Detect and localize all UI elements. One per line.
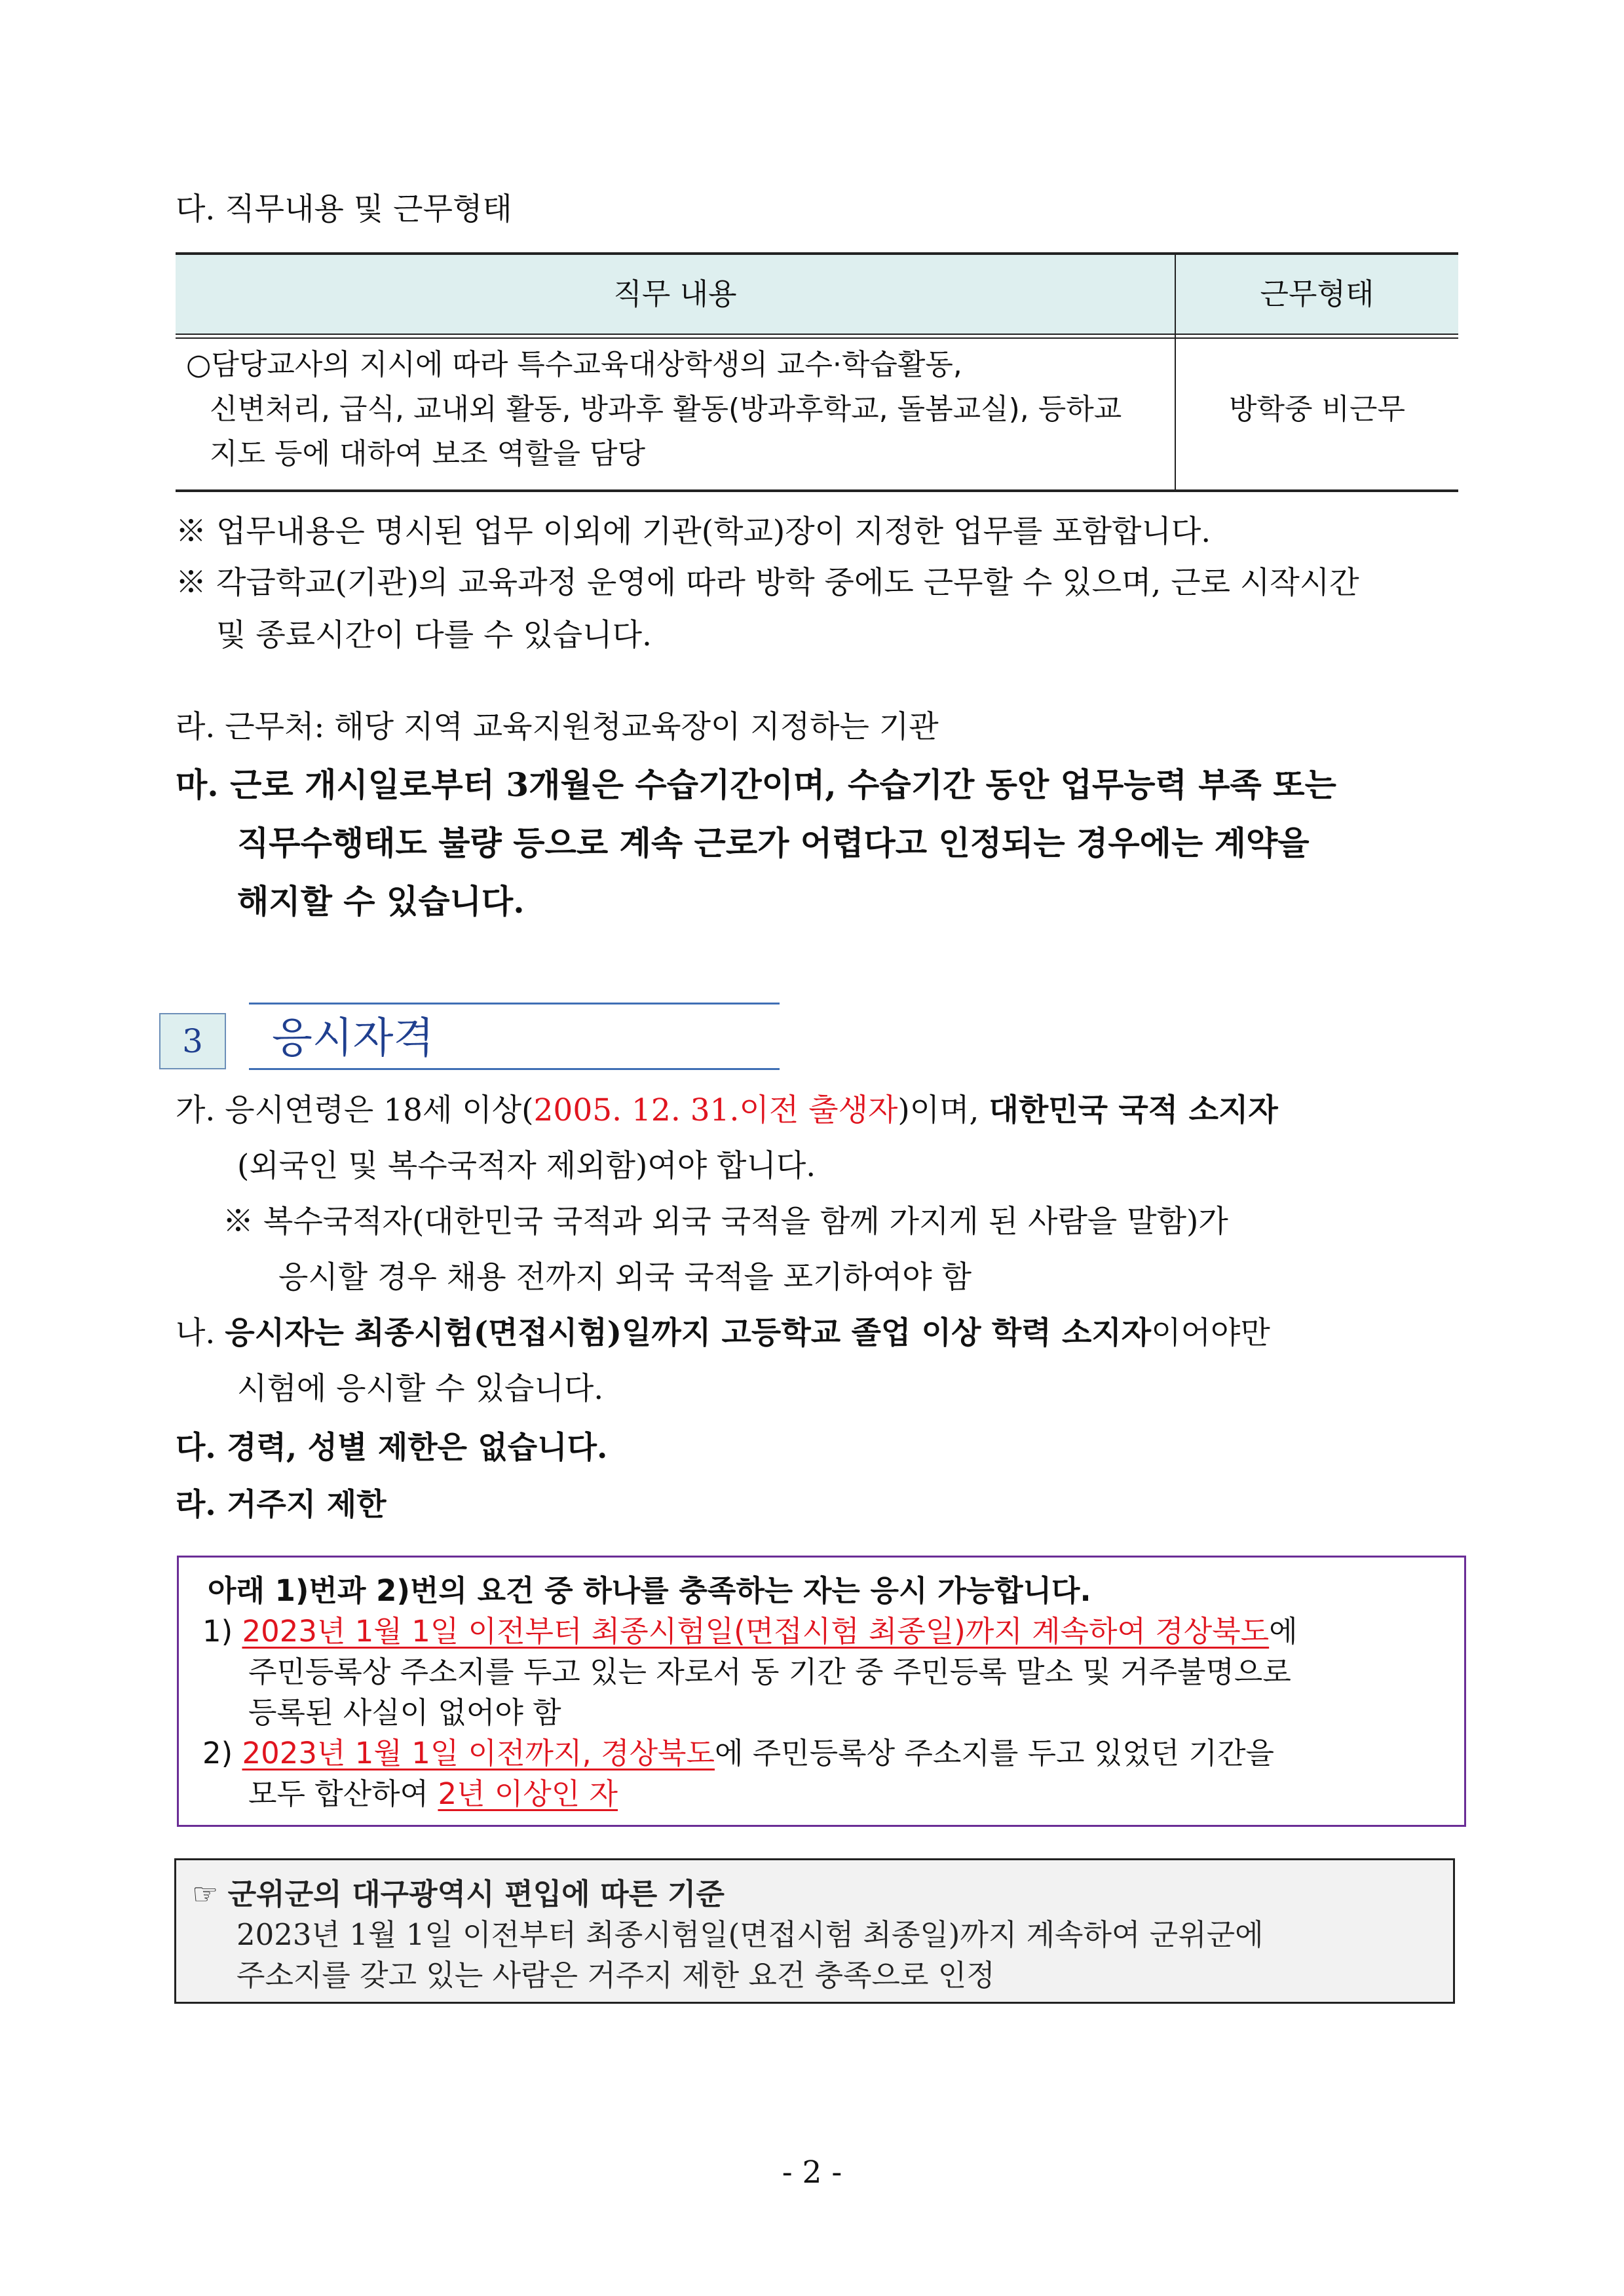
residency-requirements-box (177, 1556, 1466, 1827)
req-1-line-3: 등록된 사실이 없어야 함 (248, 1695, 561, 1730)
note-2-continuation: 및 종료시간이 다를 수 있습니다. (216, 617, 652, 653)
duty-line-3: 지도 등에 대하여 보조 역할을 담당 (210, 437, 645, 470)
duty-line-1: ○담당교사의 지시에 따라 특수교육대상학생의 교수·학습활동, (186, 348, 962, 381)
item-a-line-1 (176, 1091, 1278, 1130)
section-header-top-rule (249, 1003, 780, 1004)
req-1-line-1 (202, 1611, 1298, 1652)
education-requirement: 응시자는 최종시험(면접시험)일까지 고등학교 졸업 이상 학력 소지자 (225, 1315, 1152, 1351)
section-e-line-3: 해지할 수 있습니다. (237, 882, 525, 921)
item-b-line-2: 시험에 응시할 수 있습니다. (237, 1371, 604, 1407)
residency-intro: 아래 1)번과 2)번의 요건 중 하나를 충족하는 자는 응시 가능합니다. (208, 1573, 1091, 1608)
req-2-line-1 (202, 1733, 1274, 1774)
item-a-note-2: 응시할 경우 채용 전까지 외국 국적을 포기하여야 함 (278, 1259, 972, 1295)
req-2-duration-highlight: 2년 이상인 자 (438, 1776, 618, 1811)
gunwi-note-box (174, 1858, 1455, 2004)
duty-col-header: 직무 내용 (613, 277, 737, 311)
req-1-highlight: 2023년 1월 1일 이전부터 최종시험일(면접시험 최종일)까지 계속하여 경상북도 (242, 1614, 1270, 1649)
item-a-prefix: 가. 응시연령은 18세 이상( (176, 1092, 534, 1128)
item-c: 다. 경력, 성별 제한은 없습니다. (176, 1430, 608, 1466)
req-1-number: 1) (202, 1614, 233, 1649)
section-header-bottom-rule (249, 1068, 780, 1070)
req-1-rest: 에 (1269, 1614, 1298, 1649)
birth-date-highlight: 2005. 12. 31.이전 출생자 (533, 1092, 898, 1128)
req-2-rest: 에 주민등록상 주소지를 두고 있었던 기간을 (714, 1736, 1274, 1770)
note-title: 군위군의 대구광역시 편입에 따른 기준 (227, 1877, 725, 1911)
item-b-prefix: 나. (176, 1315, 225, 1351)
section-number: 3 (159, 1013, 226, 1069)
work-type-cell: 방학중 비근무 (1228, 392, 1405, 426)
note-line-1: 2023년 1월 1일 이전부터 최종시험일(면접시험 최종일)까지 계속하여 군위군에 (236, 1917, 1264, 1952)
duty-line-2: 신변처리, 급식, 교내외 활동, 방과후 활동(방과후학교, 돌봄교실), 등하교 (210, 392, 1122, 426)
req-1-line-2: 주민등록상 주소지를 두고 있는 자로서 동 기간 중 주민등록 말소 및 거주불명으로 (248, 1655, 1291, 1689)
section-c-heading: 다. 직무내용 및 근무형태 (176, 191, 512, 227)
item-b-line-1 (176, 1314, 1270, 1353)
note-title-line (192, 1873, 725, 1915)
item-a-middle: )이며, (897, 1092, 989, 1128)
item-a-note-1: ※ 복수국적자(대한민국 국적과 외국 국적을 함께 가지게 된 사람을 말함)가 (223, 1204, 1228, 1240)
section-d-text: 라. 근무처: 해당 지역 교육지원청교육장이 지정하는 기관 (176, 709, 939, 745)
section-e-line-1: 마. 근로 개시일로부터 3개월은 수습기간이며, 수습기간 동안 업무능력 부족 또는 (176, 765, 1336, 804)
worktype-col-header: 근무형태 (1260, 277, 1374, 311)
section-title: 응시자격 (272, 1014, 434, 1063)
note-line-2: 주소지를 갖고 있는 사람은 거주지 제한 요건 충족으로 인정 (236, 1958, 995, 1993)
section-e-line-2: 직무수행태도 불량 등으로 계속 근로가 어렵다고 인정되는 경우에는 계약을 (237, 824, 1310, 862)
req-2-line-2 (248, 1774, 618, 1814)
pointing-hand-icon: ☞ (192, 1877, 219, 1911)
req-2-number: 2) (202, 1736, 233, 1770)
req-2-line-2-prefix: 모두 합산하여 (248, 1776, 438, 1811)
page-number: - 2 - (782, 2154, 842, 2191)
nationality-requirement: 대한민국 국적 소지자 (989, 1092, 1278, 1128)
note-2: ※ 각급학교(기관)의 교육과정 운영에 따라 방학 중에도 근무할 수 있으며, 근로 시작시간 (176, 565, 1359, 601)
duty-table (176, 252, 1458, 492)
req-2-highlight: 2023년 1월 1일 이전까지, 경상북도 (242, 1736, 715, 1770)
item-a-line-2: (외국인 및 복수국적자 제외함)여야 합니다. (237, 1148, 816, 1184)
item-d: 라. 거주지 제한 (176, 1487, 387, 1523)
item-b-suffix: 이어야만 (1151, 1315, 1270, 1351)
note-1: ※ 업무내용은 명시된 업무 이외에 기관(학교)장이 지정한 업무를 포함합니다. (176, 514, 1211, 550)
